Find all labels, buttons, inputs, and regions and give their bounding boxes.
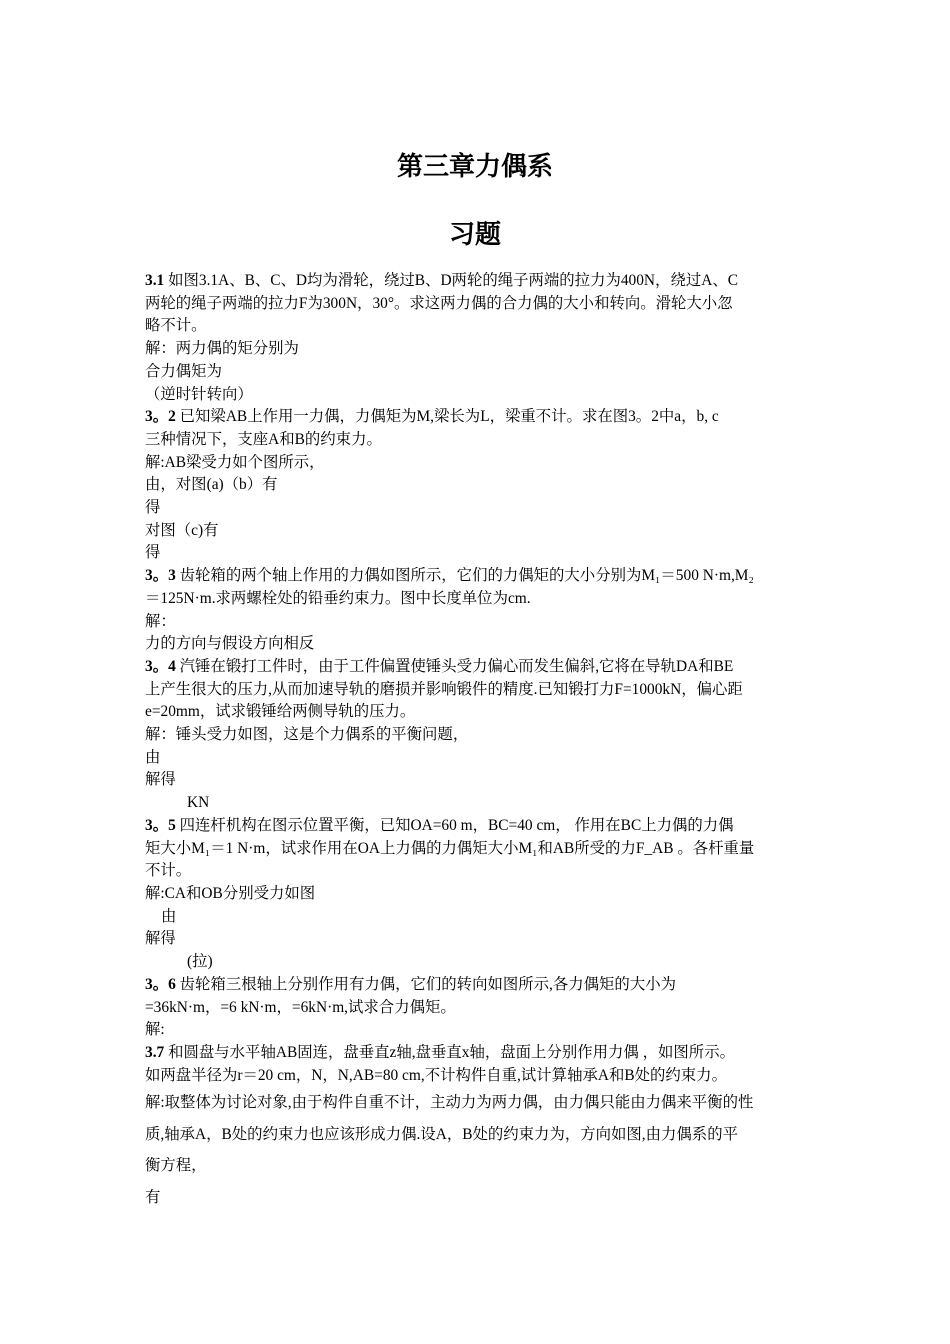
solution-line: 由 [161,907,177,925]
problem-3-5-text [145,815,810,838]
solution-line: 解: [145,1021,165,1039]
solution-line: 解得 [145,771,176,789]
solution-line: 力的方向与假设方向相反 [145,635,315,653]
problem-text-line: 和圆盘与水平轴AB固连，盘垂直z轴,盘垂直x轴，盘面上分别作用力偶 ，如图所示。 [164,1043,735,1061]
problem-number: 3。5 [145,816,176,834]
solution-line: 衡方程， [145,1157,207,1175]
solution-line: 解：两力偶的矩分别为 [145,340,299,358]
problem-text-line: 如图3.1A、B、C、D均为滑轮，绕过B、D两轮的绳子两端的拉力为400N，绕过A、C [164,272,738,289]
solution-line: (拉) [187,953,213,971]
solution-line: 由，对图(a)（b）有 [145,476,278,494]
solution-line: 得 [145,544,161,562]
problem-number: 3。4 [145,657,176,675]
problem-text-line: 上产生很大的压力,从而加速导轨的磨损并影响锻件的精度.已知锻打力F=1000kN，偏心距 [145,680,743,698]
document-body [145,270,810,1213]
problem-3-2-text [145,406,810,429]
problem-text-line: e=20mm，试求锻锤给两侧导轨的压力。 [145,703,416,721]
solution-line: 解： [145,612,176,630]
solution-line: 对图（c)有 [145,521,219,539]
problem-number: 3.1 [145,272,165,289]
problem-text-line: 矩大小M₁＝1 N·m，试求作用在OA上力偶的力偶矩大小M₁和AB所受的力F_AB 。各杆重量 [145,839,755,857]
problem-3-7-text [145,1042,810,1065]
problem-text-line: =36kN·m，=6 kN·m，=6kN·m,试求合力偶矩。 [145,998,456,1016]
solution-line: 解：锤头受力如图，这是个力偶系的平衡问题， [145,726,469,744]
solution-line: （逆时针转向） [145,385,253,403]
problem-text-line: 如两盘半径为r＝20 cm，N，N,AB=80 cm,不计构件自重,试计算轴承A和B处的约束力。 [145,1066,727,1084]
problem-text-line: ＝125N·m.求两螺栓处的铅垂约束力。图中长度单位为cm. [145,589,531,607]
problem-text-line: 汽锤在锻打工件时，由于工件偏置使锤头受力偏心而发生偏斜,它将在导轨DA和BE [175,657,734,675]
solution-line: 合力偶矩为 [145,362,222,380]
problem-3-3-text [145,565,810,588]
problem-text-line: 三种情况下，支座A和B的约束力。 [145,430,382,448]
problem-text-line: 齿轮箱的两个轴上作用的力偶如图所示，它们的力偶矩的大小分别为M₁＝500 N·m,M₂ [175,567,754,585]
solution-line: 有 [145,1188,161,1206]
problem-text-line: 不计。 [145,862,192,880]
problem-number: 3。3 [145,567,176,585]
solution-line: 解:CA和OB分别受力如图 [145,884,316,902]
chapter-title: 第三章力偶系 [396,152,553,182]
section-title: 习题 [448,220,501,250]
problem-number: 3.7 [145,1043,165,1061]
solution-line: 解:取整体为讨论对象,由于构件自重不计，主动力为两力偶，由力偶只能由力偶来平衡的性 [145,1094,754,1112]
problem-text-line: 已知梁AB上作用一力偶，力偶矩为M,梁长为L，梁重不计。求在图3。2中a，b, c [175,408,719,426]
problem-3-6-text [145,974,810,997]
problem-3-4-text [145,656,810,679]
problem-text-line: 略不计。 [145,317,207,335]
problem-text-line: 齿轮箱三根轴上分别作用有力偶，它们的转向如图所示,各力偶矩的大小为 [175,975,676,993]
solution-line: 解得 [145,930,176,948]
problem-3-1-text [145,270,810,293]
solution-line: KN [187,794,210,812]
problem-text-line: 两轮的绳子两端的拉力F为300N，30°。求这两力偶的合力偶的大小和转向。滑轮大小忽 [145,294,733,312]
solution-line: 质,轴承A，B处的约束力也应该形成力偶.设A，B处的约束力为，方向如图,由力偶系的平 [145,1125,738,1143]
problem-number: 3。6 [145,975,176,993]
problem-number: 3。2 [145,408,176,426]
problem-text-line: 四连杆机构在图示位置平衡，已知OA=60 m，BC=40 cm， 作用在BC上力偶的力偶 [175,816,734,834]
solution-line: 解:AB梁受力如个图所示， [145,453,325,471]
solution-line: 得 [145,499,161,517]
solution-line: 由 [145,748,161,766]
